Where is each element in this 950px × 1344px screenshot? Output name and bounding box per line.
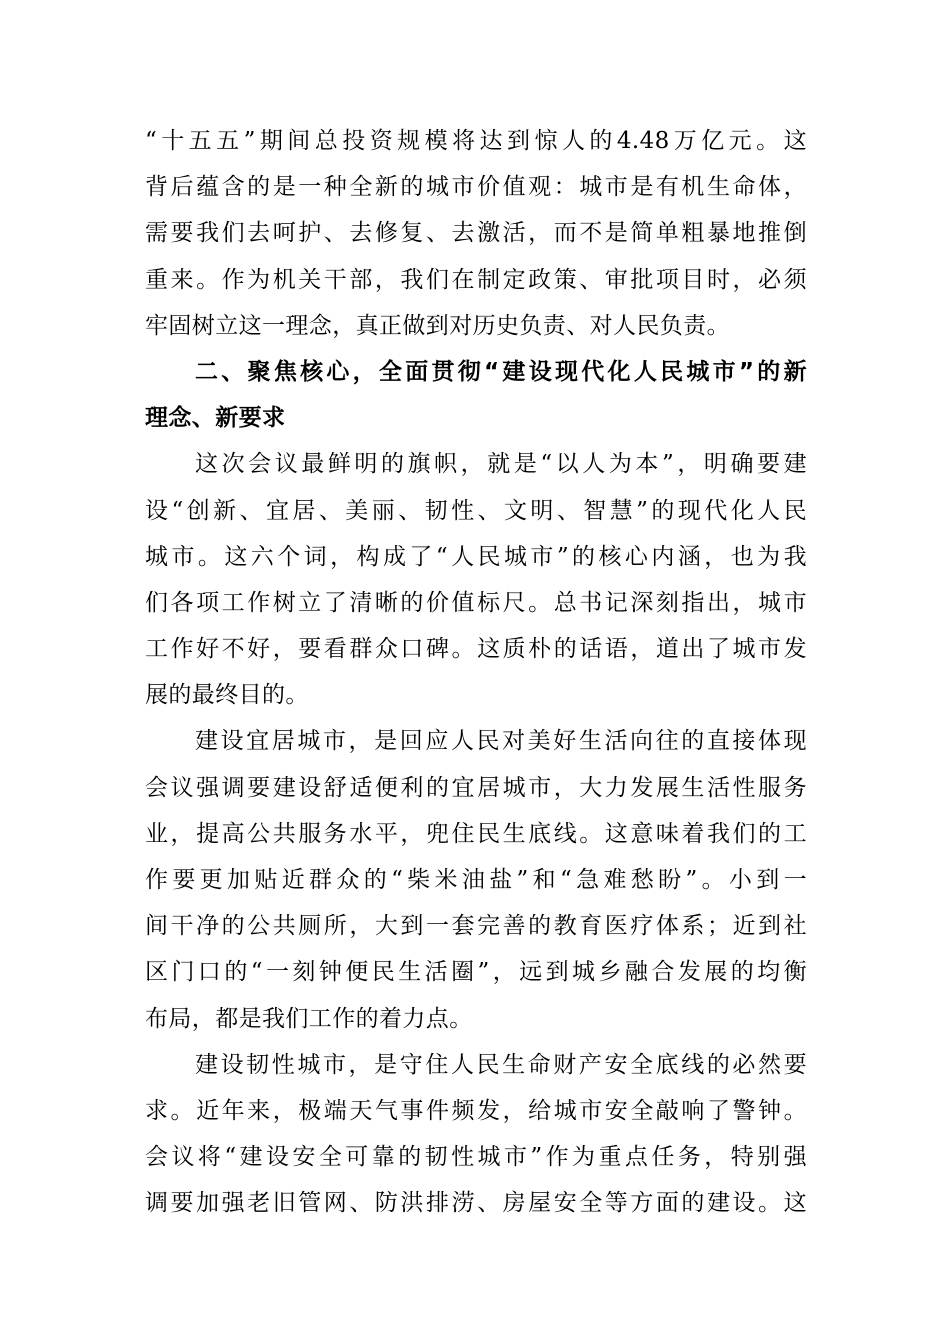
heading-line: 二、聚焦核心，全面贯彻“建设现代化人民城市”的新 <box>195 358 807 385</box>
text-line: 牢固树立这一理念，真正做到对历史负责、对人民负责。 <box>145 312 730 339</box>
text-line: 设“创新、宜居、美丽、韧性、文明、智慧”的现代化人民 <box>145 497 807 524</box>
text-line: 业，提高公共服务水平，兜住民生底线。这意味着我们的工 <box>145 820 807 847</box>
text-line: 求。近年来，极端天气事件频发，给城市安全敲响了警钟。 <box>145 1097 807 1124</box>
document-page <box>145 118 807 1227</box>
text-line: 作要更加贴近群众的“柴米油盐”和“急难愁盼”。小到一 <box>145 867 807 893</box>
text-line: 们各项工作树立了清晰的价值标尺。总书记深刻指出，城市 <box>145 589 807 616</box>
text-line: 重来。作为机关干部，我们在制定政策、审批项目时，必须 <box>145 266 807 293</box>
text-line: “十五五”期间总投资规模将达到惊人的4.48万亿元。这 <box>145 128 807 154</box>
text-line: 建设韧性城市，是守住人民生命财产安全底线的必然要 <box>195 1051 807 1078</box>
text-line: 会议强调要建设舒适便利的宜居城市，大力发展生活性服务 <box>145 774 807 801</box>
text-line: 城市。这六个词，构成了“人民城市”的核心内涵，也为我 <box>145 543 807 570</box>
paragraph-investment <box>145 118 807 349</box>
text-line: 建设宜居城市，是回应人民对美好生活向往的直接体现 <box>195 728 807 755</box>
text-line: 布局，都是我们工作的着力点。 <box>145 1005 473 1032</box>
paragraph-people-city <box>145 441 807 718</box>
text-line: 这次会议最鲜明的旗帜，就是“以人为本”，明确要建 <box>195 451 807 478</box>
text-line: 区门口的“一刻钟便民生活圈”，远到城乡融合发展的均衡 <box>145 959 807 986</box>
text-line: 会议将“建设安全可靠的韧性城市”作为重点任务，特别强 <box>145 1144 807 1171</box>
paragraph-resilient-city <box>145 1042 807 1227</box>
heading-line: 理念、新要求 <box>145 405 286 432</box>
text-line: 展的最终目的。 <box>145 682 309 709</box>
paragraph-livable-city <box>145 718 807 1041</box>
text-line: 需要我们去呵护、去修复、去激活，而不是简单粗暴地推倒 <box>145 220 807 247</box>
text-line: 背后蕴含的是一种全新的城市价值观：城市是有机生命体， <box>145 174 807 201</box>
text-line: 工作好不好，要看群众口碑。这质朴的话语，道出了城市发 <box>145 636 807 663</box>
text-line: 调要加强老旧管网、防洪排涝、房屋安全等方面的建设。这 <box>145 1190 807 1217</box>
section-heading-2 <box>145 349 807 441</box>
text-line: 间干净的公共厕所，大到一套完善的教育医疗体系；近到社 <box>145 913 807 940</box>
